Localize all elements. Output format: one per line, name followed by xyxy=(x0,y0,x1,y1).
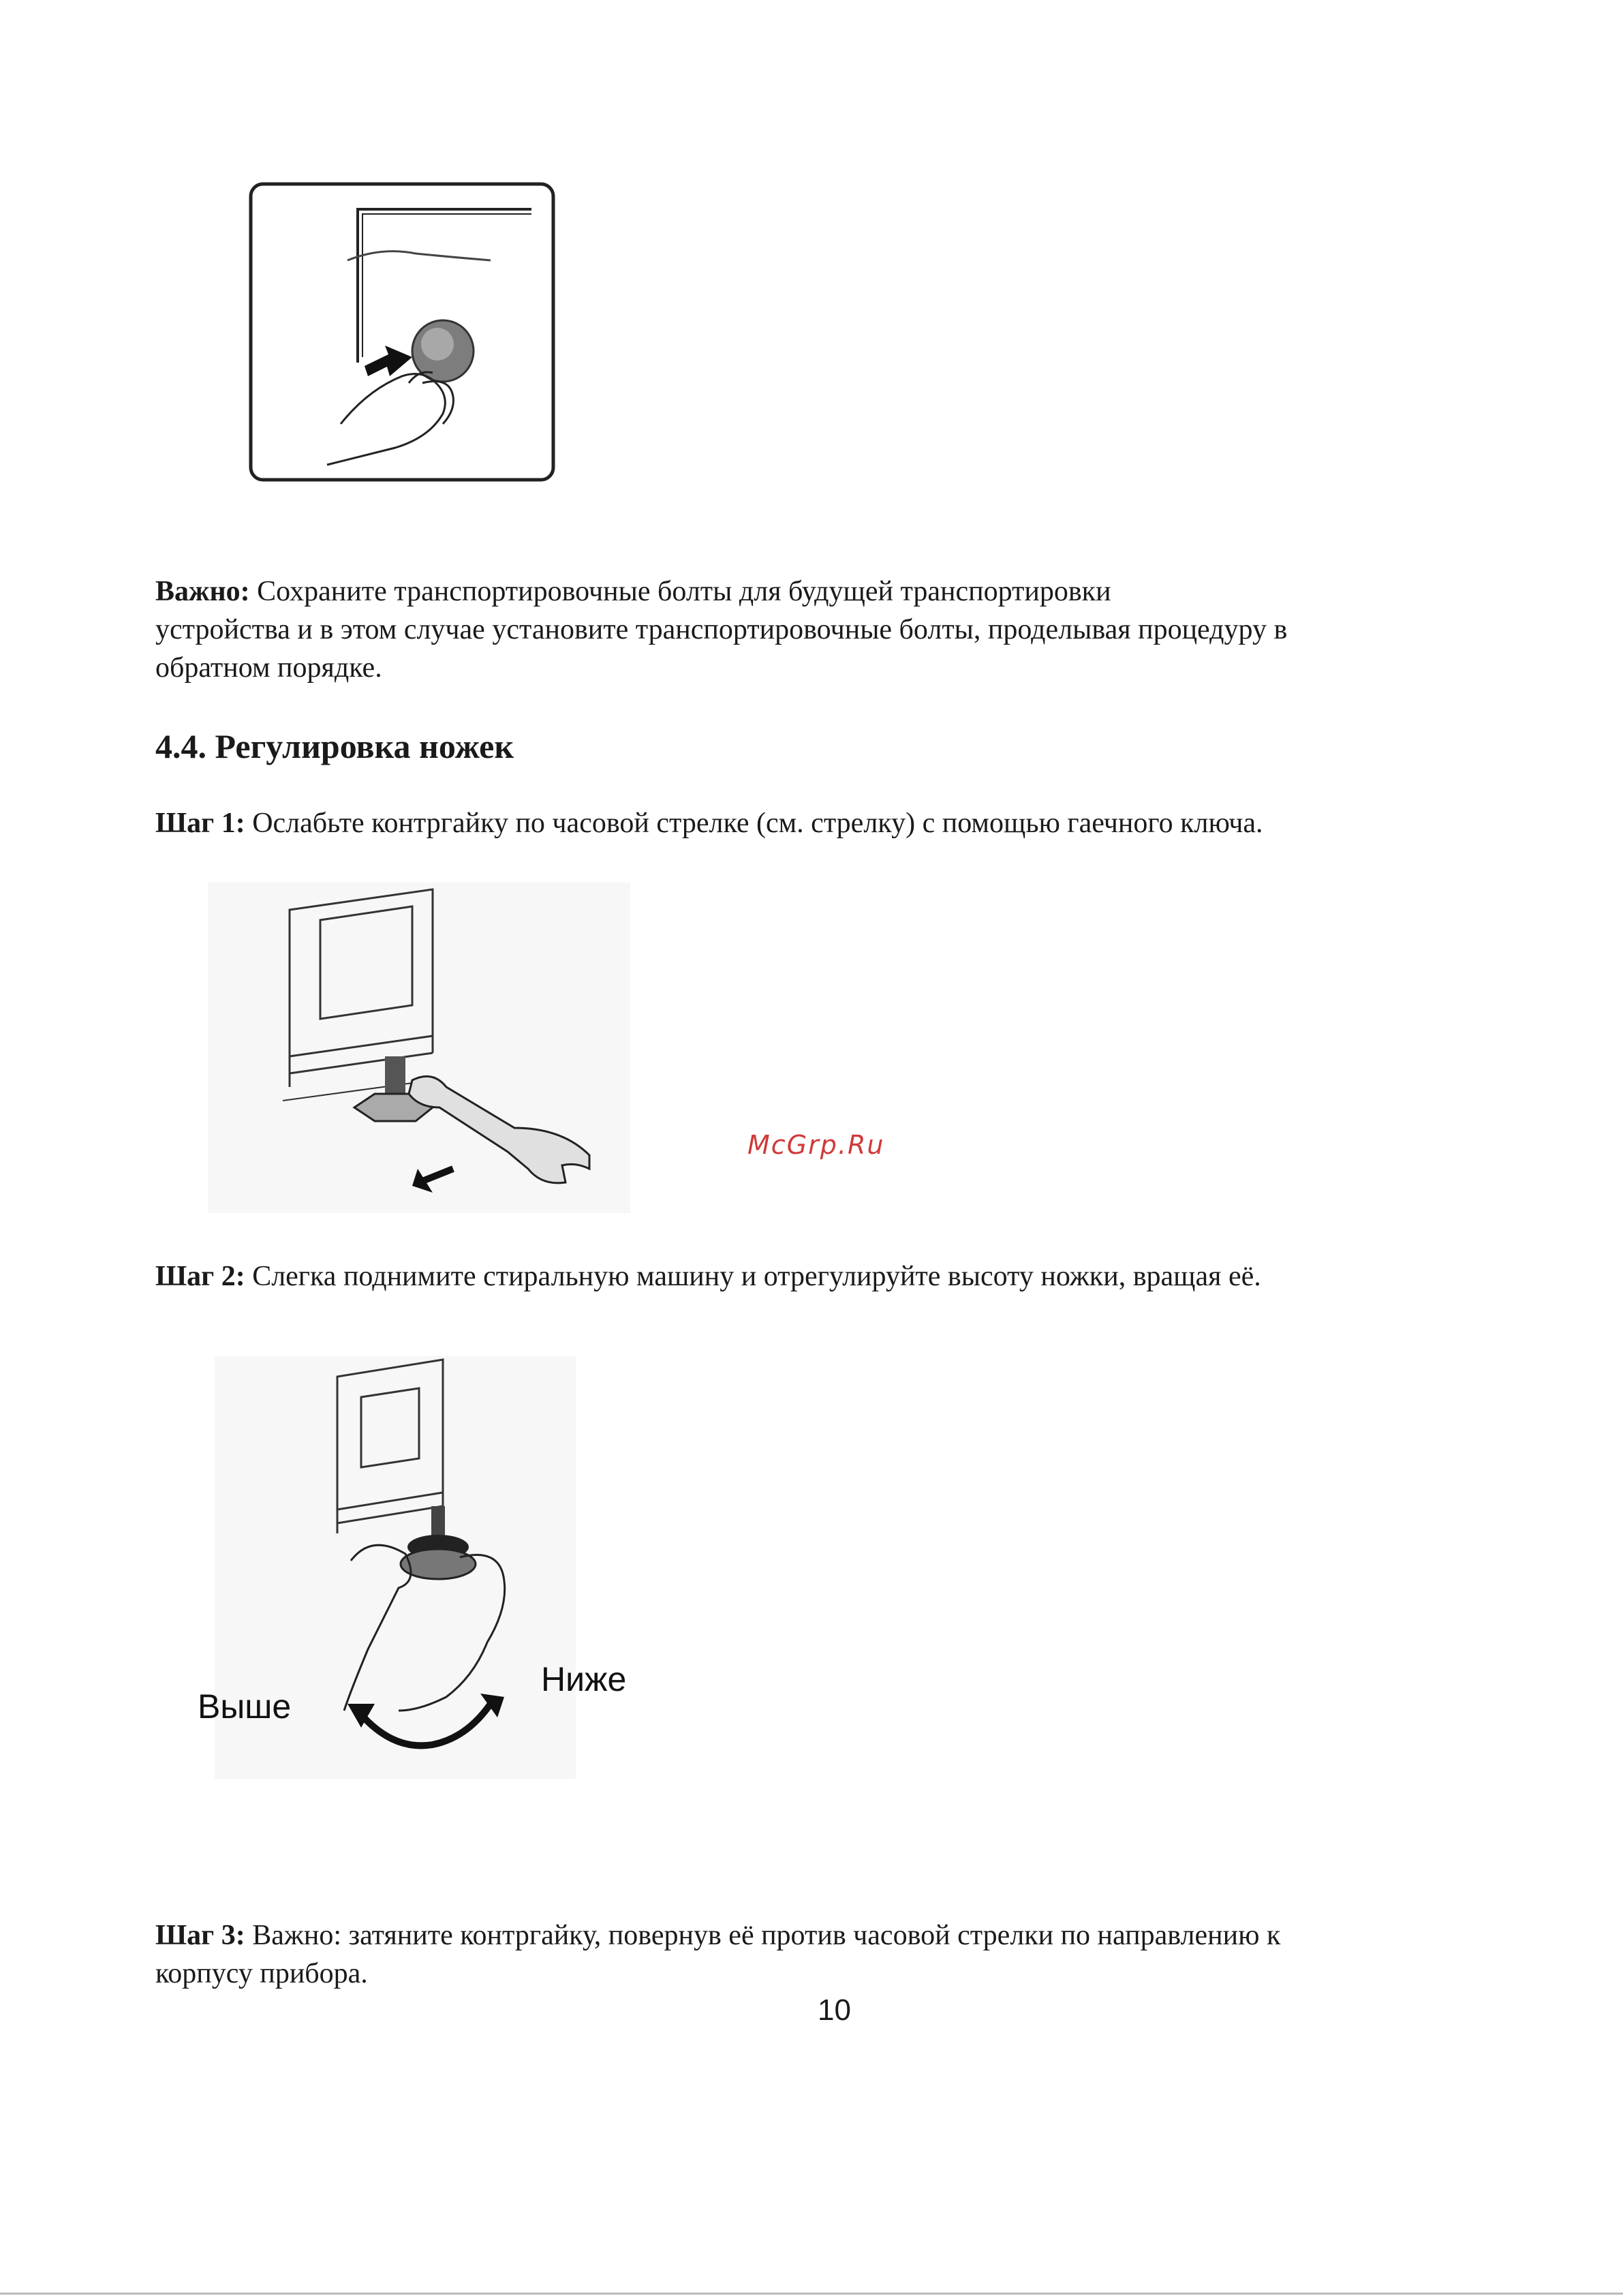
step-2 xyxy=(155,1257,1518,1296)
figure-plug-insertion xyxy=(245,179,559,485)
page-number: 10 xyxy=(818,1993,851,2027)
section-heading: 4.4. Регулировка ножек xyxy=(155,727,514,765)
label-lower: Ниже xyxy=(541,1660,627,1698)
important-note xyxy=(155,572,1491,687)
important-note-line3: обратном порядке. xyxy=(155,652,382,684)
step-1-label: Шаг 1: xyxy=(155,808,245,839)
step-3-line2: корпусу прибора. xyxy=(155,1958,368,1989)
step-3-text-line1: Важно: затяните контргайку, повернув её против часовой стрелки по направлению к xyxy=(252,1920,1281,1951)
step-1 xyxy=(155,804,1518,842)
figure-wrench xyxy=(208,883,630,1213)
step-3-line1 xyxy=(155,1916,1518,1955)
important-note-line2: устройства и в этом случае установите транспортировочные болты, проделывая процедуру в xyxy=(155,614,1288,645)
important-note-line1 xyxy=(155,572,1491,611)
important-note-text-line1: Сохраните транспортировочные болты для будущей транспортировки xyxy=(257,576,1111,607)
watermark: McGrp.Ru xyxy=(747,1130,885,1160)
plug-insertion-illustration xyxy=(245,179,559,485)
page-bottom-rule xyxy=(0,2293,1623,2295)
wrench-illustration xyxy=(208,883,630,1213)
step-2-text: Слегка поднимите стиральную машину и отрегулируйте высоту ножки, вращая её. xyxy=(252,1261,1261,1292)
step-1-text: Ослабьте контргайку по часовой стрелке (см. стрелку) с помощью гаечного ключа. xyxy=(252,808,1263,839)
step-3-label: Шаг 3: xyxy=(155,1920,245,1951)
label-higher: Выше xyxy=(198,1687,292,1726)
step-3 xyxy=(155,1916,1518,1993)
step-2-label: Шаг 2: xyxy=(155,1261,245,1292)
important-note-label: Важно: xyxy=(155,576,250,607)
